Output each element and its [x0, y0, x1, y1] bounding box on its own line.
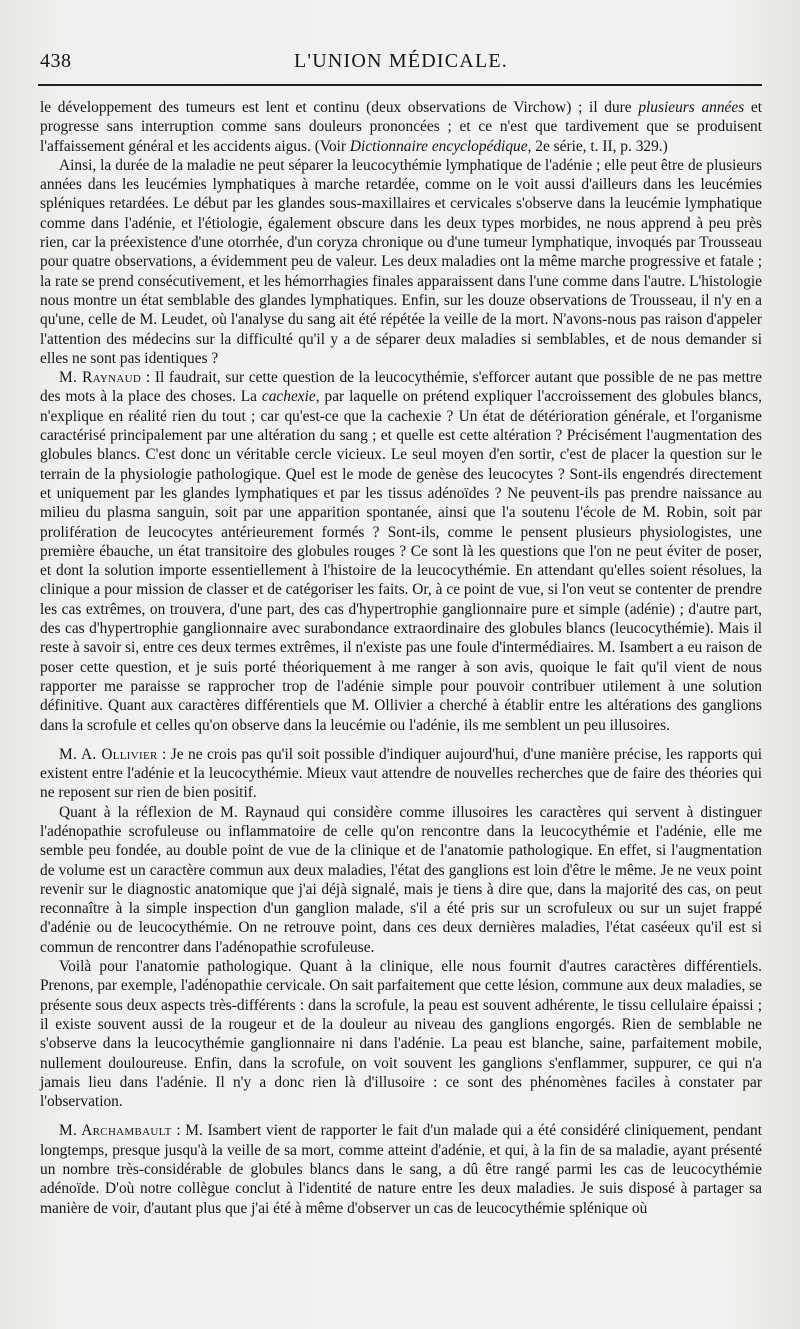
paragraph-raynaud: M. Raynaud : Il faudrait, sur cette question de la leucocythémie, s'efforcer autant que possible de ne pas mettre des mots à la place des choses. La cachexie, par laquelle on prétend expliquer l'accroissement des globules blancs, n'explique en réalité rien du tout ; car qu'est-ce que la cachexie ? Un état de détérioration générale, et l'organisme caractérisé principalement par une altération du sang ; et quelle est cette altération ? Précisément l'augmentation des globules blancs. C'est donc un véritable cercle vicieux. Le seul moyen d'en sortir, c'est de placer la question sur le terrain de la physiologie pathologique. Quel est le mode de genèse des leucocytes ? Sont-ils engendrés directement et uniquement par les glandes lymphatiques et par les tissus adénoïdes ? Ne peuvent-ils pas prendre naissance au milieu du plasma sanguin, soit par une apparition spontanée, ainsi que l'a soutenu l'école de M. Robin, soit par prolifération de leucocytes antérieurement formés ? Sont-ils, comme le pensent plusieurs physiologistes, une première ébauche, un état transitoire des globules rouges ? Ce sont là les questions que l'on ne peut éviter de poser, et dont la solution importe essentiellement à l'histoire de la leucocythémie. En attendant qu'elles soient résolues, la clinique a pour mission de classer et de catégoriser les faits. Or, à ce point de vue, si l'on veut se contenter de prendre les cas extrêmes, on trouvera, d'une part, des cas d'hypertrophie ganglionnaire pure et simple (adénie) ; d'autre part, des cas d'hypertrophie ganglionnaire avec surabondance extraordinaire des globules blancs (leucocythémie). Mais il reste à savoir si, entre ces deux termes extrêmes, il n'existe pas une foule d'intermédiaires. M. Isambert a eu raison de poser cette question, et je suis porté théoriquement à me ranger à son avis, quoique le fait qu'il vient de nous rapporter me paraisse se rapprocher trop de l'adénie simple pour pouvoir contribuer utilement à une solution définitive. Quant aux caractères différentiels que M. Ollivier a cherché à établir entre les altérations des ganglions dans la scrofule et celles qu'on observe dans la leucémie ou l'adénie, ils me semblent un peu illusoires.	[40, 369, 763, 734]
journal-title: L'UNION MÉDICALE.	[294, 50, 508, 72]
paragraph-5: Quant à la réflexion de M. Raynaud qui considère comme illusoires les caractères qui servent à distinguer l'adénopathie scrofuleuse ou inflammatoire de celle qu'on rencontre dans la leucocythémie et l'adénie, elle me semble peu fondée, au double point de vue de la clinique et de l'anatomie pathologique. En effet, si l'augmentation de volume est un caractère commun aux deux maladies, l'état des ganglions est loin d'être le même. Je ne veux point revenir sur le diagnostic anatomique que j'ai déjà signalé, mais je tiens à dire que, dans la majorité des cas, on peut reconnaître à la simple inspection d'un ganglion malade, s'il a été pris sur un scrofuleux ou sur un sujet frappé d'adénie ou de leucocythémie. On ne retrouve point, dans ces deux dernières maladies, l'état caséeux qu'il est si commun de rencontrer dans l'adénopathie scrofuleuse.	[40, 803, 762, 956]
running-header	[40, 50, 762, 80]
paragraph-archambault: M. Archambault : M. Isambert vient de rapporter le fait d'un malade qui a été considéré cliniquement, pendant longtemps, presque jusqu'à la veille de sa mort, comme atteint d'adénie, et qui, à la fin de sa maladie, ayant présenté un nombre très-considérable de globules blancs dans le sang, a dû être rangé parmi les cas de leucocythémie adénoïde. D'où notre collègue conclut à l'identité de nature entre les deux maladies. Je suis disposé à partager sa manière de voir, d'autant plus que j'ai été à même d'observer un cas de leucocythémie splénique où	[40, 1122, 762, 1217]
speaker-name: M. Raynaud	[59, 369, 142, 387]
speaker-name: M. A. Ollivier	[59, 745, 158, 763]
paragraph-2: Ainsi, la durée de la maladie ne peut séparer la leucocythémie lymphatique de l'adénie ; elle peut être de plusieurs années dans les leucémies lymphatiques à marche retardée, comme on le voit aussi d'ailleurs dans les leucémies spléniques retardées. Le début par les glandes sous-maxillaires et cervicales s'observe dans la leucémie lymphatique comme dans l'adénie, et l'étiologie, également obscure dans les deux types morbides, ne nous apprend à peu près rien, car la préexistence d'une otorrhée, d'un coryza chronique ou d'une tumeur lymphatique, invoqués par Trousseau pour quatre observations, a évidemment peu de valeur. Les deux maladies ont la même marche progressive et fatale ; la rate se prend consécutivement, et les hémorrhagies finales apparaissent dans l'une comme dans l'autre. L'histologie nous montre un état semblable des glandes lymphatiques. Enfin, sur les douze observations de Trousseau, il n'y en a qu'une, celle de M. Leudet, où l'analyse du sang ait été répétée la veille de la mort. N'avons-nous pas raison d'appeler l'attention des médecins sur la difficulté qu'il y a de séparer deux maladies si semblables, et de nous demander si elles ne sont pas identiques ?	[40, 156, 762, 367]
page-number: 438	[40, 50, 72, 72]
paragraph-ollivier: M. A. Ollivier : Je ne crois pas qu'il soit possible d'indiquer aujourd'hui, d'une manière précise, les rapports qui existent entre l'adénie et la leucocythémie. Mieux vaut attendre de nouvelles recherches que de faire des théories qui ne reposent sur rien de bien positif.	[40, 745, 763, 802]
paragraph-6: Voilà pour l'anatomie pathologique. Quant à la clinique, elle nous fournit d'autres caractères différentiels. Prenons, par exemple, l'adénopathie cervicale. On sait parfaitement que cette lésion, commune aux deux maladies, se présente sous deux aspects très-différents : dans la scrofule, la peau est souvent adhérente, le tissu cellulaire épaissi ; il existe souvent aussi de la rougeur et de la douleur au niveau des ganglions engorgés. Rien de semblable ne s'observe dans la leucocythémie ganglionnaire ni dans l'adénie. La peau est blanche, saine, parfaitement mobile, nullement douloureuse. Enfin, dans la scrofule, on voit souvent les ganglions s'enflammer, suppurer, ce qui n'a jamais lieu dans l'adénie. Il n'y a donc rien là d'illusoire : ce sont des phénomènes faciles à constater par l'observation.	[40, 958, 762, 1111]
article-body	[40, 98, 762, 1218]
speaker-name: M. Archambault	[59, 1122, 172, 1140]
paragraph-1: le développement des tumeurs est lent et continu (deux observations de Virchow) ; il dure plusieurs années et progresse sans interruption comme sans douleurs prononcées ; et ce n'est que tardivement que se produisent l'affaissement général et les accidents aigus. (Voir Dictionnaire encyclopédique, 2e série, t. II, p. 329.)	[40, 99, 762, 155]
header-rule	[38, 84, 762, 86]
